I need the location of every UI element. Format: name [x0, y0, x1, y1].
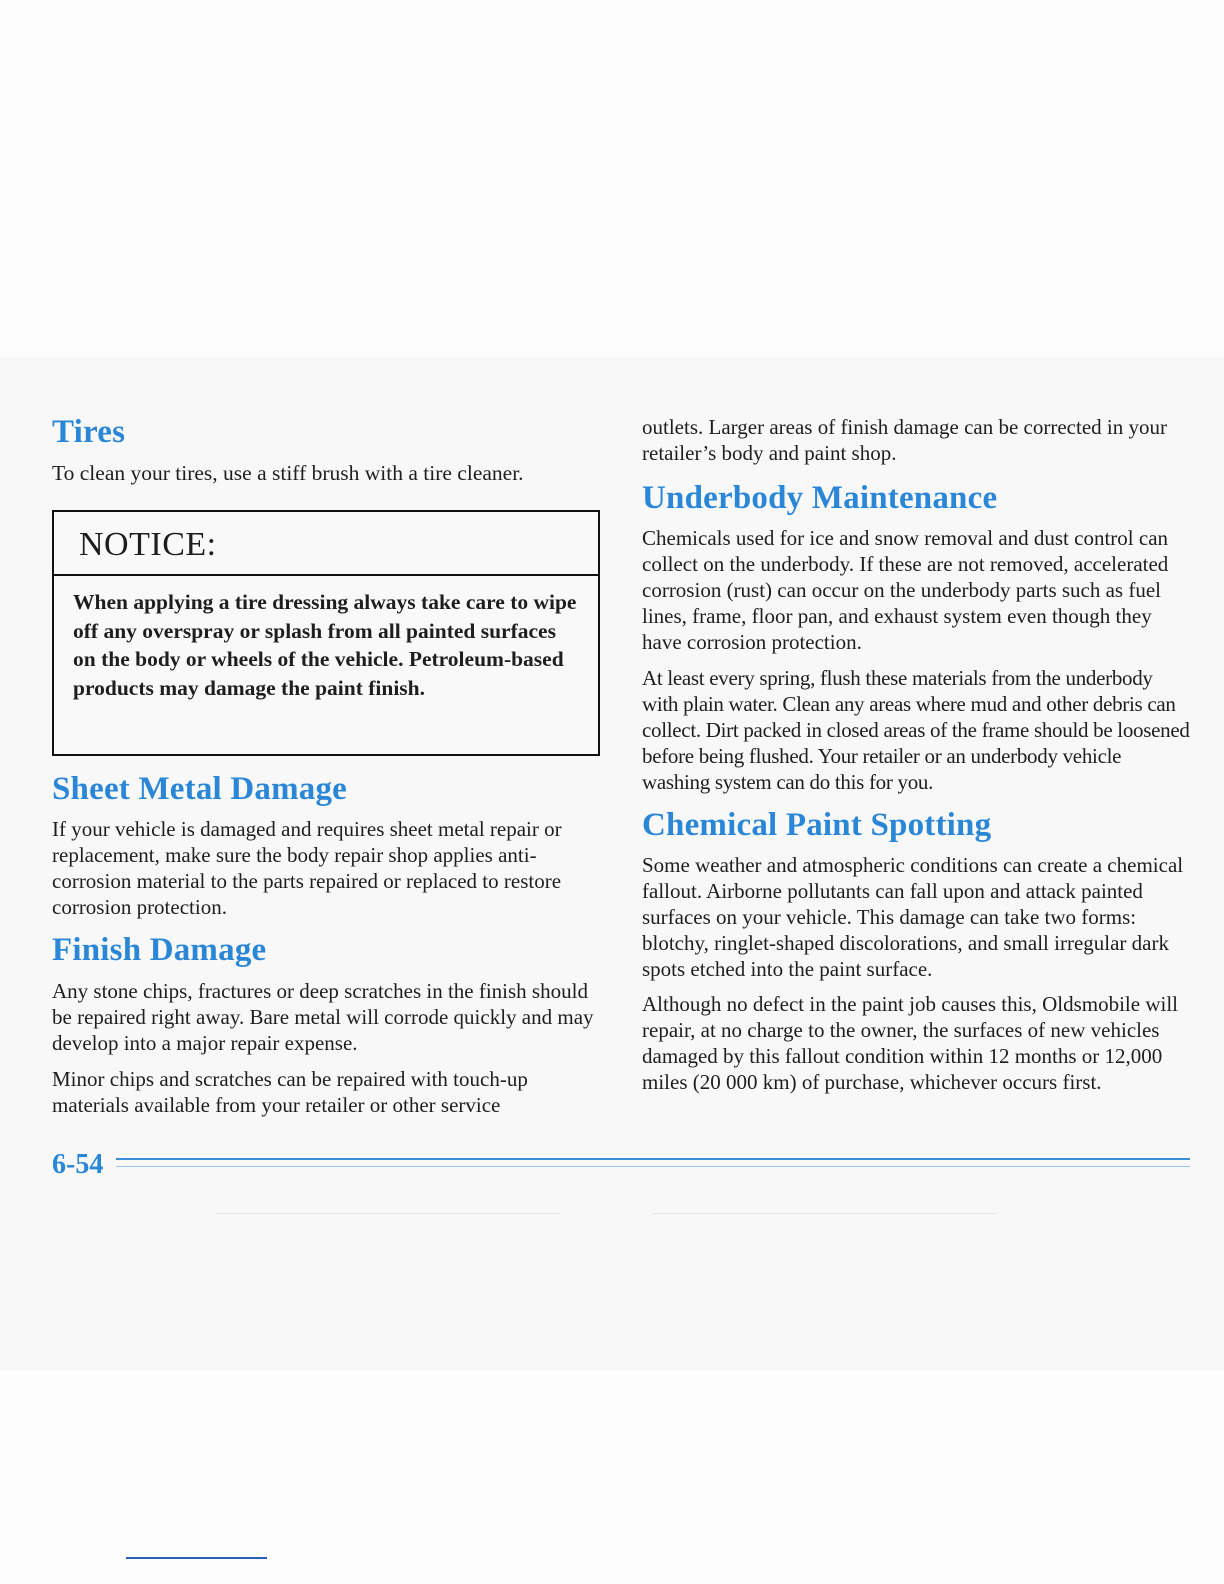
chemical-spotting-text-2: Although no defect in the paint job causes this, Oldsmobile will repair, at no charge to the owner, the surfaces of new vehicles damaged by this fallout condition within 12 months or 12,000 miles (20 000 km) of purchase, whichever occurs first.	[642, 992, 1179, 1094]
footer-rule-top	[116, 1158, 1190, 1160]
finish-damage-text-1: Any stone chips, fractures or deep scratches in the finish should be repaired right away. Bare metal will corrode quickly and may develop into a major repair expense.	[52, 979, 594, 1055]
faint-divider-left	[216, 1213, 561, 1214]
tires-heading: Tires	[52, 414, 126, 450]
underbody-text-2: At least every spring, flush these materials from the underbody with plain water. Clean any areas where mud and other debris can collect. Dirt packed in closed areas of the frame should be loosened before being flushed. Your retailer or an underbody vehicle washing system can do this for you.	[642, 666, 1190, 794]
underbody-text-1: Chemicals used for ice and snow removal and dust control can collect on the underbody. If these are not removed, accelerated corrosion (rust) can occur on the underbody parts such as fuel lines, frame, floor pan, and exhaust system even though they have corrosion protection.	[642, 526, 1169, 654]
page-number: 6-54	[52, 1149, 104, 1180]
tires-text: To clean your tires, use a stiff brush with a tire cleaner.	[52, 461, 524, 485]
footer-rule-bottom	[116, 1166, 1190, 1167]
page-content	[0, 357, 1224, 1370]
chemical-spotting-heading: Chemical Paint Spotting	[642, 807, 992, 843]
notice-title: NOTICE:	[54, 512, 598, 576]
notice-text: When applying a tire dressing always take care to wipe off any overspray or splash from all painted surfaces on the body or wheels of the vehicle. Petroleum-based products may damage the paint finish.	[73, 590, 577, 700]
chemical-spotting-text-1: Some weather and atmospheric conditions can create a chemical fallout. Airborne pollutants can fall upon and attack painted surfaces on your vehicle. This damage can take two forms: blotchy, ringlet-shaped discolorations, and small irregular dark spots etched into the paint surface.	[642, 853, 1184, 981]
continued-text: outlets. Larger areas of finish damage can be corrected in your retailer’s body and paint shop.	[642, 415, 1167, 465]
sheet-metal-text: If your vehicle is damaged and requires sheet metal repair or replacement, make sure the body repair shop applies anti-corrosion material to the parts repaired or replaced to restore corrosion protection.	[52, 817, 562, 919]
finish-damage-heading: Finish Damage	[52, 932, 267, 968]
bottom-accent-line	[126, 1557, 267, 1559]
underbody-heading: Underbody Maintenance	[642, 480, 998, 516]
notice-box	[52, 510, 600, 756]
faint-divider-right	[652, 1213, 997, 1214]
finish-damage-text-2: Minor chips and scratches can be repaired with touch-up materials available from your retailer or other service	[52, 1067, 528, 1117]
sheet-metal-heading: Sheet Metal Damage	[52, 771, 348, 807]
